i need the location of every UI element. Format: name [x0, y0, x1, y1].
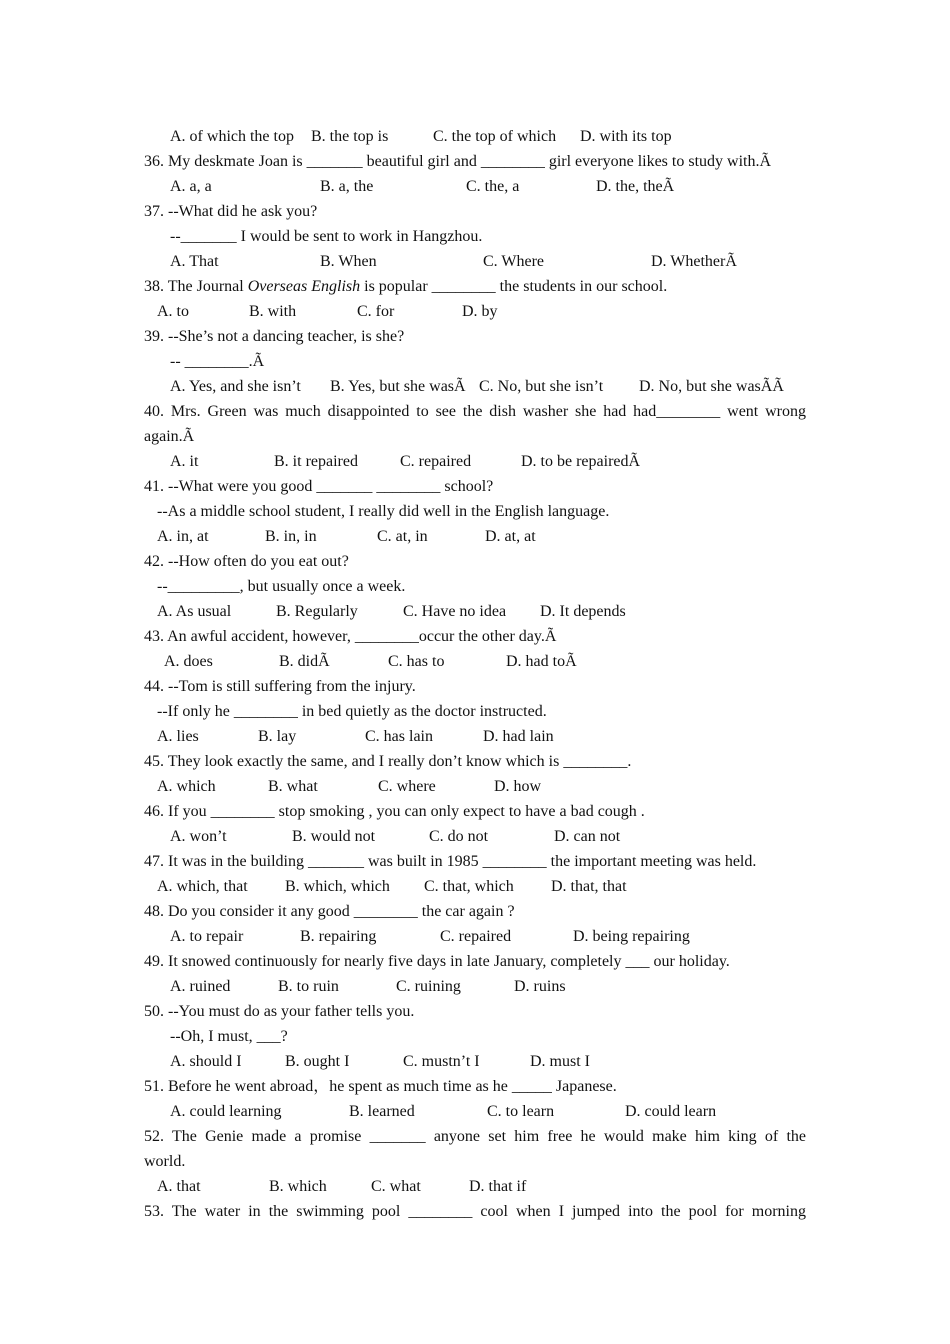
q43-stem: 43. An awful accident, however, ________occur the other day.Ã — [144, 628, 557, 645]
q52-options — [157, 1174, 819, 1199]
q49-options — [170, 974, 832, 999]
option-a: A. which — [157, 778, 216, 795]
q51-options — [170, 1099, 832, 1124]
option-d: D. that, that — [551, 878, 627, 895]
option-a: A. to repair — [170, 928, 244, 945]
q38-stem-post: is popular ________ the students in our school. — [360, 278, 668, 295]
q47-options — [157, 874, 819, 899]
option-c: C. repaired — [400, 453, 472, 470]
q42-answer-line: --_________, but usually once a week. — [157, 578, 406, 595]
option-d: D. that if — [469, 1178, 527, 1195]
q52-stem-continued: world. — [144, 1153, 186, 1170]
option-d: D. can not — [554, 828, 621, 845]
q44-stem: 44. --Tom is still suffering from the injury. — [144, 678, 416, 695]
option-c: C. to learn — [487, 1103, 555, 1120]
q41-options — [157, 524, 819, 549]
option-c: C. that, which — [424, 878, 514, 895]
q40-stem-continued: again.Ã — [144, 428, 195, 445]
q39-answer-line: -- ________.Ã — [170, 353, 265, 370]
option-c: C. where — [378, 778, 436, 795]
q42-stem: 42. --How often do you eat out? — [144, 553, 349, 570]
q44-options — [157, 724, 819, 749]
option-a: A. in, at — [157, 528, 209, 545]
option-d: D. at, at — [485, 528, 536, 545]
option-b: B. in, in — [265, 528, 317, 545]
option-b: B. didÃ — [279, 653, 330, 670]
option-d: D. must I — [530, 1053, 590, 1070]
q46-options — [170, 824, 832, 849]
option-a: A. that — [157, 1178, 201, 1195]
option-c: C. has to — [388, 653, 445, 670]
option-a: A. it — [170, 453, 199, 470]
option-c: C. repaired — [440, 928, 512, 945]
option-c: C. do not — [429, 828, 489, 845]
option-d: D. how — [494, 778, 542, 795]
q35-options — [170, 124, 832, 149]
option-d: D. ruins — [514, 978, 566, 995]
option-b: B. with — [249, 303, 297, 320]
journal-title: Overseas English — [247, 278, 361, 295]
option-c: C. mustn’t I — [403, 1053, 480, 1070]
option-a: A. could learning — [170, 1103, 282, 1120]
option-b: B. would not — [292, 828, 376, 845]
q39-options — [170, 374, 832, 399]
option-d: D. could learn — [625, 1103, 717, 1120]
q45-stem: 45. They look exactly the same, and I really don’t know which is ________. — [144, 753, 632, 770]
q51-stem: 51. Before he went abroad，he spent as much time as he _____ Japanese. — [144, 1078, 617, 1095]
option-b: B. a, the — [320, 178, 374, 195]
q53-stem: 53. The water in the swimming pool ________ cool when I jumped into the pool for morning — [144, 1203, 806, 1220]
q41-answer-line: --As a middle school student, I really did well in the English language. — [157, 503, 610, 520]
option-c: C. has lain — [365, 728, 433, 745]
option-c: C. for — [357, 303, 395, 320]
option-d: D. It depends — [540, 603, 626, 620]
option-a: A. of which the top — [170, 128, 294, 145]
option-a: A. That — [170, 253, 219, 270]
option-d: D. the, theÃ — [596, 178, 675, 195]
q50-options — [170, 1049, 832, 1074]
q50-answer-line: --Oh, I must, ___? — [170, 1028, 288, 1045]
q41-stem: 41. --What were you good _______ ________ school? — [144, 478, 494, 495]
option-d: D. had toÃ — [506, 653, 577, 670]
q52-stem: 52. The Genie made a promise _______ anyone set him free he would make him king of the — [144, 1128, 806, 1145]
q40-options — [170, 449, 832, 474]
option-b: B. it repaired — [274, 453, 358, 470]
q50-stem: 50. --You must do as your father tells you. — [144, 1003, 415, 1020]
option-c: C. No, but she isn’t — [479, 378, 604, 395]
option-b: B. learned — [349, 1103, 415, 1120]
option-c: C. ruining — [396, 978, 461, 995]
option-a: A. a, a — [170, 178, 212, 195]
q39-stem: 39. --She’s not a dancing teacher, is she? — [144, 328, 405, 345]
option-d: D. No, but she wasÃÃ — [639, 378, 784, 395]
option-c: C. Where — [483, 253, 545, 270]
q36-stem: 36. My deskmate Joan is _______ beautiful girl and ________ girl everyone likes to study with.Ã — [144, 153, 772, 170]
option-d: D. had lain — [483, 728, 554, 745]
q38-stem — [144, 274, 806, 299]
option-d: D. by — [462, 303, 498, 320]
q48-stem: 48. Do you consider it any good ________ the car again ? — [144, 903, 515, 920]
q37-stem: 37. --What did he ask you? — [144, 203, 318, 220]
q42-options — [157, 599, 819, 624]
q37-answer-line: --_______ I would be sent to work in Hangzhou. — [170, 228, 483, 245]
option-b: B. to ruin — [278, 978, 339, 995]
option-c: C. the top of which — [433, 128, 557, 145]
q37-options — [170, 249, 832, 274]
option-b: B. which, which — [285, 878, 390, 895]
option-a: A. to — [157, 303, 189, 320]
option-a: A. does — [164, 653, 213, 670]
option-b: B. what — [268, 778, 318, 795]
option-a: A. As usual — [157, 603, 232, 620]
option-a: A. Yes, and she isn’t — [170, 378, 301, 395]
option-c: C. at, in — [377, 528, 428, 545]
option-b: B. When — [320, 253, 377, 270]
option-d: D. being repairing — [573, 928, 690, 945]
option-c: C. what — [371, 1178, 421, 1195]
option-a: A. ruined — [170, 978, 231, 995]
option-d: D. WhetherÃ — [651, 253, 737, 270]
option-c: C. the, a — [466, 178, 520, 195]
q44-answer-line: --If only he ________ in bed quietly as the doctor instructed. — [157, 703, 547, 720]
option-a: A. won’t — [170, 828, 227, 845]
q36-options — [170, 174, 832, 199]
q38-stem-pre: 38. The Journal — [144, 278, 248, 295]
option-b: B. repairing — [300, 928, 377, 945]
option-a: A. which, that — [157, 878, 248, 895]
q45-options — [157, 774, 819, 799]
q38-options — [157, 299, 819, 324]
q47-stem: 47. It was in the building _______ was built in 1985 ________ the important meeting was held. — [144, 853, 757, 870]
option-b: B. ought I — [285, 1053, 350, 1070]
option-b: B. Regularly — [276, 603, 358, 620]
option-d: D. to be repairedÃ — [521, 453, 641, 470]
option-a: A. lies — [157, 728, 199, 745]
option-c: C. Have no idea — [403, 603, 507, 620]
q46-stem: 46. If you ________ stop smoking , you can only expect to have a bad cough . — [144, 803, 645, 820]
option-b: B. lay — [258, 728, 297, 745]
q40-stem: 40. Mrs. Green was much disappointed to see the dish washer she had had________ went wrong — [144, 403, 806, 420]
option-a: A. should I — [170, 1053, 242, 1070]
q43-options — [164, 649, 826, 674]
option-b: B. which — [269, 1178, 327, 1195]
option-d: D. with its top — [580, 128, 672, 145]
option-b: B. Yes, but she wasÃ — [330, 378, 466, 395]
q49-stem: 49. It snowed continuously for nearly five days in late January, completely ___ our holiday. — [144, 953, 730, 970]
q48-options — [170, 924, 832, 949]
option-b: B. the top is — [311, 128, 389, 145]
